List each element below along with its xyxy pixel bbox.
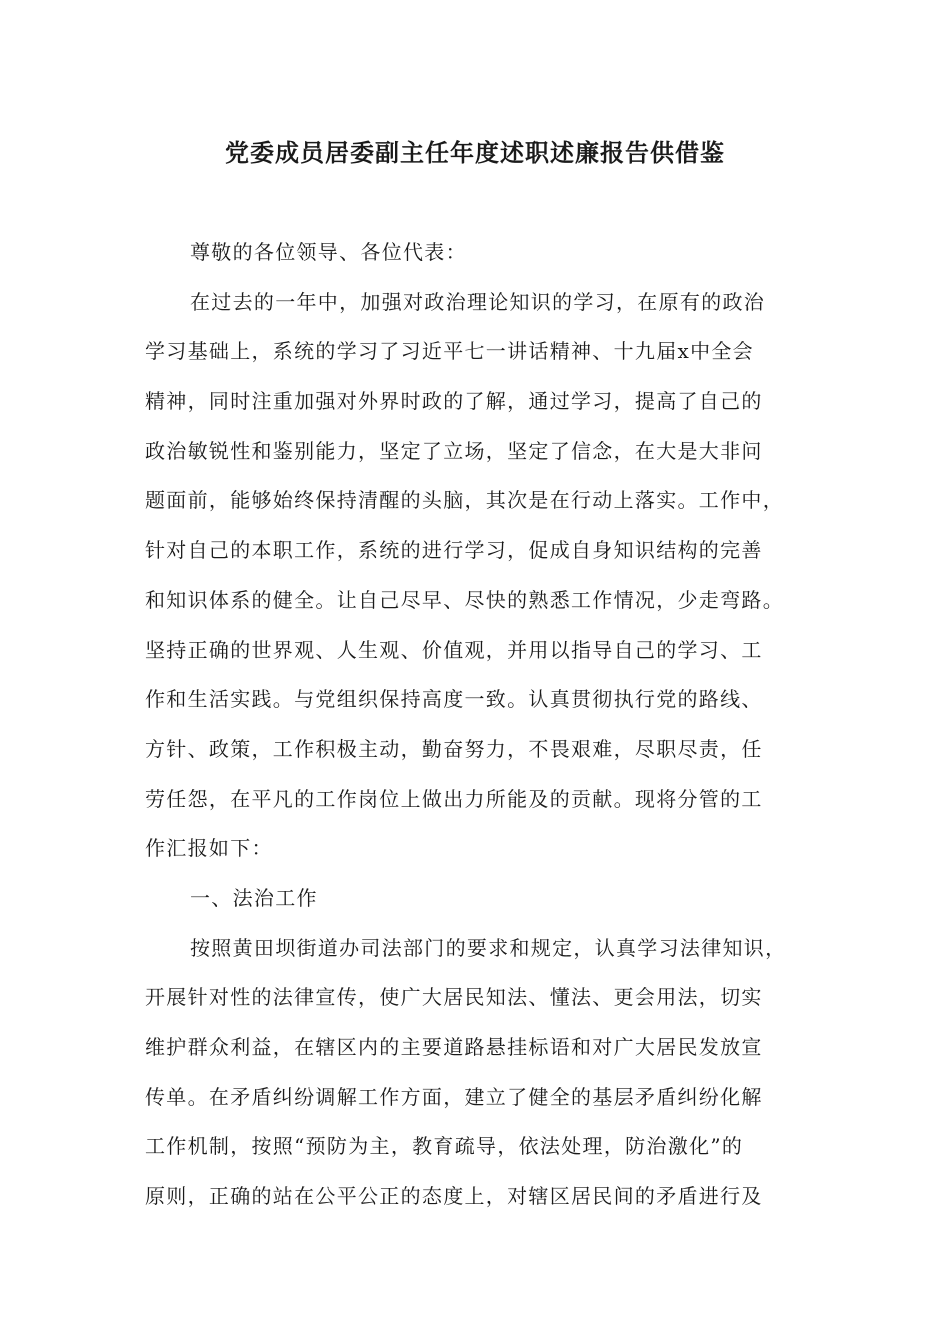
document-body [145, 228, 825, 1222]
paragraph-1-line: 学习基础上，系统的学习了习近平七一讲话精神、十九届x中全会 [145, 339, 754, 364]
paragraph-1-line: 和知识体系的健全。让自己尽早、尽快的熟悉工作情况，少走弯路。 [145, 587, 784, 612]
paragraph-1-line: 方针、政策，工作积极主动，勤奋努力，不畏艰难，尽职尽责，任 [145, 736, 763, 761]
paragraph-1-line: 在过去的一年中，加强对政治理论知识的学习，在原有的政治 [190, 289, 766, 314]
paragraph-1-line: 作汇报如下： [145, 836, 273, 861]
salutation: 尊敬的各位领导、各位代表： [190, 240, 467, 264]
paragraph-1 [145, 278, 825, 874]
paragraph-1-line: 政治敏锐性和鉴别能力，坚定了立场，坚定了信念，在大是大非问 [145, 438, 763, 463]
section-heading-legal-work: 一、法治工作 [190, 885, 318, 910]
document-title: 党委成员居委副主任年度述职述廉报告供借鉴 [225, 138, 725, 167]
paragraph-1-line: 针对自己的本职工作，系统的进行学习，促成自身知识结构的完善 [145, 538, 763, 563]
paragraph-2 [145, 924, 825, 1222]
paragraph-1-line: 题面前，能够始终保持清醒的头脑，其次是在行动上落实。工作中， [145, 488, 784, 513]
paragraph-2-line: 按照黄田坝街道办司法部门的要求和规定，认真学习法律知识， [190, 935, 787, 960]
paragraph-2-line: 工作机制，按照“预防为主，教育疏导，依法处理，防治激化”的 [145, 1134, 744, 1159]
paragraph-1-line: 坚持正确的世界观、人生观、价值观，并用以指导自己的学习、工 [145, 637, 763, 662]
paragraph-2-line: 开展针对性的法律宣传，使广大居民知法、懂法、更会用法，切实 [145, 985, 763, 1010]
paragraph-1-line: 劳任怨，在平凡的工作岗位上做出力所能及的贡献。现将分管的工 [145, 786, 763, 811]
paragraph-1-line: 作和生活实践。与党组织保持高度一致。认真贯彻执行党的路线、 [145, 687, 763, 712]
paragraph-2-line: 原则，正确的站在公平公正的态度上，对辖区居民间的矛盾进行及 [145, 1184, 763, 1209]
paragraph-2-line: 传单。在矛盾纠纷调解工作方面，建立了健全的基层矛盾纠纷化解 [145, 1084, 763, 1109]
paragraph-1-line: 精神，同时注重加强对外界时政的了解，通过学习，提高了自己的 [145, 389, 763, 414]
paragraph-2-line: 维护群众利益，在辖区内的主要道路悬挂标语和对广大居民发放宣 [145, 1035, 763, 1059]
